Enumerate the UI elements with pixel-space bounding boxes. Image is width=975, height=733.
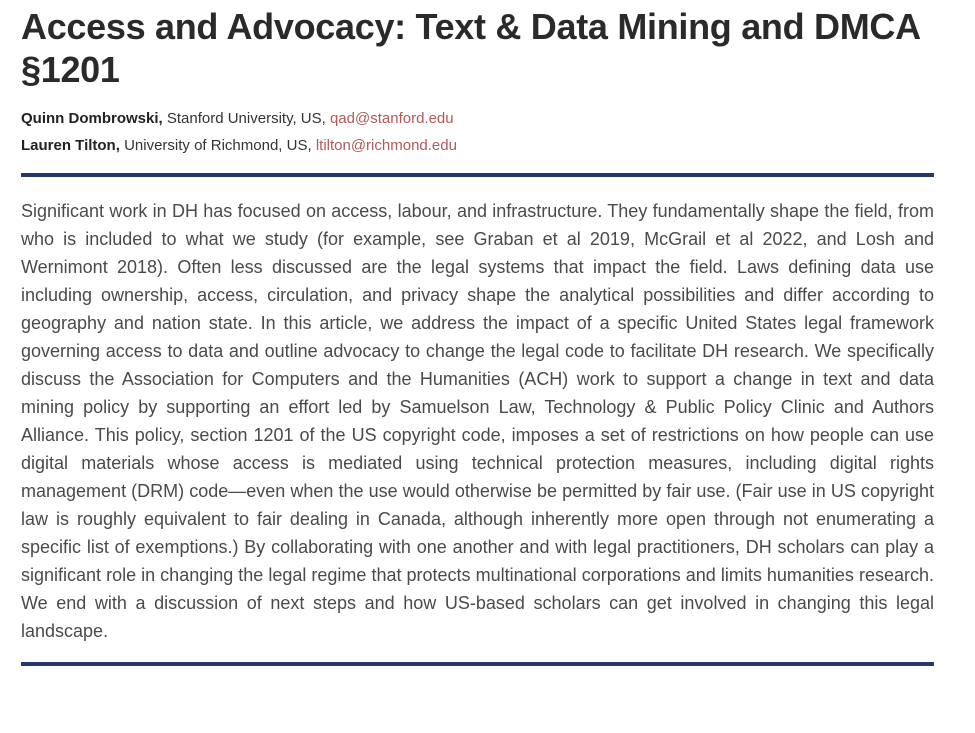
author-list [21, 105, 934, 159]
top-divider [21, 173, 934, 177]
author-email-link[interactable]: qad@stanford.edu [329, 110, 454, 127]
article-title: Access and Advocacy: Text & Data Mining and DMCA §1201 [21, 6, 920, 90]
author-entry [21, 132, 934, 159]
bottom-divider [21, 662, 934, 666]
author-entry [21, 105, 934, 132]
abstract-text: Significant work in DH has focused on access, labour, and infrastructure. They fundamentally shape the field, from who is included to what we study (for example, see Graban et al 2019, McGrail et al 2022, and Losh and Wernimont 2018). Often less discussed are the legal systems that impact the field. Laws defining data use including ownership, access, circulation, and privacy shape the analytical possibilities and differ according to geography and nation state. In this article, we address the impact of a specific United States legal framework governing access to data and outline advocacy to change the legal code to facilitate DH research. We specifically discuss the Association for Computers and the Humanities (ACH) work to support a change in text and data mining policy by supporting an effort led by Samuelson Law, Technology & Public Policy Clinic and Authors Alliance. This policy, section 1201 of the US copyright code, imposes a set of restrictions on how people can use digital materials whose access is mediated using technical protection measures, including digital rights management (DRM) code—even when the use would otherwise be permitted by fair use. (Fair use in US copyright law is roughly equivalent to fair dealing in Canada, although inherently more open through not enumerating a specific list of exemptions.) By collaborating with one another and with legal practitioners, DH scholars can play a significant role in changing the legal regime that protects multinational corporations and limits humanities research. We end with a discussion of next steps and how US-based scholars can get involved in changing this legal landscape. [21, 201, 934, 641]
author-affiliation: Stanford University, US, [162, 110, 330, 127]
author-name: Quinn Dombrowski, [21, 110, 163, 127]
author-affiliation: University of Richmond, US, [119, 137, 316, 154]
author-email-link[interactable]: ltilton@richmond.edu [315, 137, 457, 154]
article-header [21, 0, 934, 666]
author-name: Lauren Tilton, [21, 137, 120, 154]
